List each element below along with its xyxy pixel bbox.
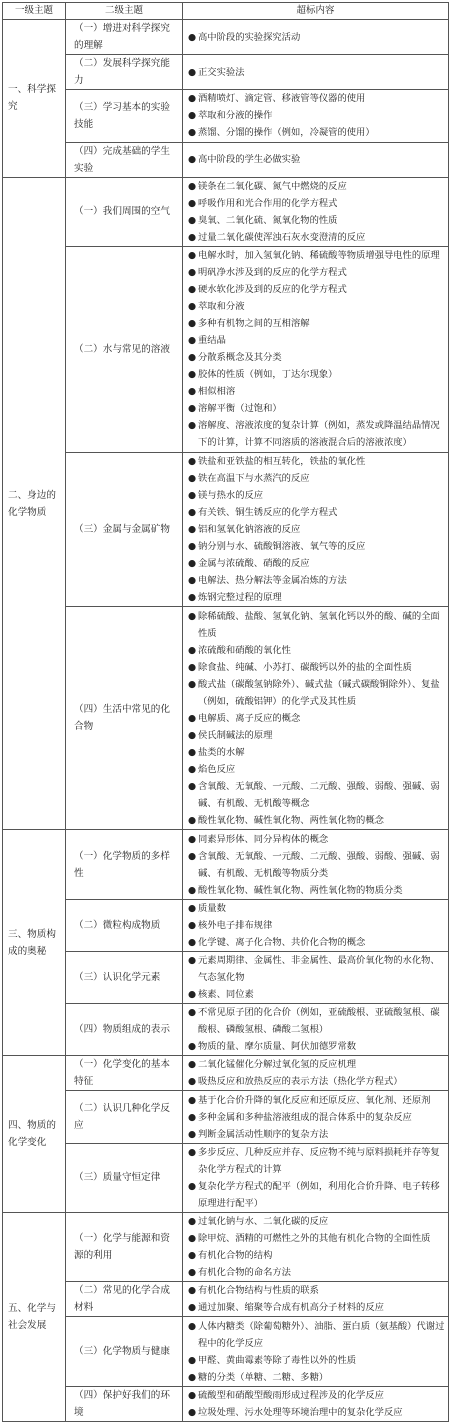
table-row: [3, 20, 449, 55]
bullet-icon: ●: [188, 127, 197, 139]
content-cell: [183, 1317, 449, 1386]
item-text: 除稀硫酸、盐酸、氢氧化钠、氢氧化钙以外的酸、碱的全面性质: [198, 610, 440, 639]
content-table: [2, 2, 449, 1422]
list-item: [188, 917, 446, 934]
item-text: 不常见原子团的化合价（例如，亚硫酸根、亚硫酸氢根、碳酸根、磷酸氢根、磷酸二氢根）: [198, 1007, 440, 1036]
list-item: [188, 349, 446, 366]
item-text: 硬水软化涉及到的反应的化学方程式: [198, 284, 347, 296]
bullet-icon: ●: [188, 1059, 197, 1071]
item-text: 高中阶段的实验探究活动: [198, 31, 301, 43]
bullet-icon: ●: [188, 456, 197, 468]
item-text: 人体内糖类（除葡萄糖外）、油脂、蛋白质（氨基酸）代谢过程中的化学反应: [198, 1320, 445, 1349]
bullet-icon: ●: [188, 1007, 197, 1019]
bullet-icon: ●: [188, 403, 197, 415]
bullet-icon: ●: [188, 575, 197, 587]
bullet-icon: ●: [188, 490, 197, 502]
bullet-icon: ●: [188, 386, 197, 398]
list-item: [188, 383, 446, 400]
level2-topic: （三）学习基本的实验技能: [66, 90, 183, 142]
item-text: 高中阶段的学生必做实验: [198, 154, 301, 166]
item-text: 吸热反应和放热反应的表示方法（热化学方程式）: [198, 1076, 403, 1088]
item-text: 酸性氧化物、碱性氧化物、两性氧化物的概念: [198, 814, 384, 826]
list-item: [188, 1073, 446, 1090]
table-row: [3, 607, 449, 830]
header-row: [3, 3, 449, 20]
item-text: 呼吸作用和光合作用的化学方程式: [198, 197, 338, 209]
bullet-icon: ●: [188, 31, 197, 43]
bullet-icon: ●: [188, 180, 197, 192]
item-text: 胶体的性质（例如，丁达尔现象）: [198, 369, 338, 381]
bullet-icon: ●: [188, 884, 197, 896]
item-text: 质量数: [198, 902, 226, 914]
list-item: [188, 572, 446, 589]
item-text: 硫酸型和硝酸型酸雨形成过程涉及的化学反应: [198, 1389, 384, 1401]
content-cell: [183, 177, 449, 246]
list-item: [188, 778, 446, 812]
list-item: [188, 229, 446, 246]
item-text: 通过加聚、缩聚等合成有机高分子材料的反应: [198, 1302, 384, 1314]
bullet-icon: ●: [188, 850, 197, 862]
bullet-icon: ●: [188, 1180, 197, 1192]
list-item: [188, 1092, 446, 1109]
header-content: 超标内容: [183, 3, 449, 20]
item-text: 有机化合物的命名方法: [198, 1267, 291, 1279]
item-text: 电解质、离子反应的概念: [198, 712, 301, 724]
content-cell: [183, 246, 449, 452]
item-text: 萃取和分液的操作: [198, 110, 273, 122]
item-text: 复杂化学方程式的配平（例如，利用化合价升降、电子转移原理进行配平）: [198, 1180, 440, 1209]
level2-topic: （一）增进对科学探究的理解: [66, 20, 183, 55]
list-item: [188, 1004, 446, 1038]
item-text: 蒸馏、分馏的操作（例如，冷凝管的使用）: [198, 127, 375, 139]
table-row: [3, 142, 449, 177]
bullet-icon: ●: [188, 1216, 197, 1228]
content-cell: [183, 142, 449, 177]
content-cell: [183, 951, 449, 1003]
level2-topic: （二）微粒构成物质: [66, 899, 183, 951]
table-row: [3, 1386, 449, 1421]
list-item: [188, 952, 446, 986]
bullet-icon: ●: [188, 1094, 197, 1106]
item-text: 分散系概念及其分类: [198, 352, 282, 364]
level1-topic: 四、物质的化学变化: [3, 1056, 66, 1213]
bullet-icon: ●: [188, 250, 197, 262]
bullet-icon: ●: [188, 661, 197, 673]
list-item: [188, 608, 446, 642]
bullet-icon: ●: [188, 352, 197, 364]
bullet-icon: ●: [188, 902, 197, 914]
level2-topic: （二）常见的化学合成材料: [66, 1282, 183, 1317]
item-text: 镁与热水的反应: [198, 490, 264, 502]
item-text: 有关铁、铜生锈反应的化学方程式: [198, 507, 338, 519]
item-text: 臭氧、二氧化硫、氮氧化物的性质: [198, 214, 338, 226]
list-item: [188, 212, 446, 229]
item-text: 萃取和分液: [198, 301, 245, 313]
item-text: 明矾净水涉及到的反应的化学方程式: [198, 267, 347, 279]
item-text: 核素、同位素: [198, 989, 254, 1001]
list-item: [188, 1144, 446, 1178]
list-item: [188, 555, 446, 572]
item-text: 多步反应、几种反应并存、反应物不纯与原料损耗并存等复杂化学方程式的计算: [198, 1146, 440, 1175]
level2-topic: （三）质量守恒定律: [66, 1143, 183, 1212]
item-text: 盐类的水解: [198, 746, 245, 758]
list-item: [188, 1230, 446, 1247]
list-item: [188, 64, 446, 81]
bullet-icon: ●: [188, 678, 197, 690]
list-item: [188, 315, 446, 332]
item-text: 浓硫酸和硝酸的氧化性: [198, 644, 291, 656]
level1-topic: 二、身边的化学物质: [3, 177, 66, 830]
item-text: 电解水时，加入氢氧化钠、稀硫酸等物质增强导电性的原理: [198, 250, 440, 262]
content-cell: [183, 1212, 449, 1281]
bullet-icon: ●: [188, 214, 197, 226]
table-row: [3, 452, 449, 607]
list-item: [188, 1387, 446, 1404]
bullet-icon: ●: [188, 541, 197, 553]
table-row: [3, 177, 449, 246]
bullet-icon: ●: [188, 592, 197, 604]
item-text: 镁条在二氧化碳、氮气中燃烧的反应: [198, 180, 347, 192]
list-item: [188, 761, 446, 778]
list-item: [188, 195, 446, 212]
item-text: 金属与浓硫酸、硝酸的反应: [198, 558, 310, 570]
level2-topic: （四）物质组成的表示: [66, 1004, 183, 1056]
item-text: 正交实验法: [198, 66, 245, 78]
item-text: 铁在高温下与水蒸汽的反应: [198, 473, 310, 485]
content-cell: [183, 20, 449, 55]
level2-topic: （一）化学与能源和资源的利用: [66, 1212, 183, 1281]
bullet-icon: ●: [188, 1076, 197, 1088]
list-item: [188, 264, 446, 281]
list-item: [188, 1369, 446, 1386]
list-item: [188, 538, 446, 555]
item-text: 含氧酸、无氧酸、一元酸、二元酸、强酸、弱酸、强碱、弱碱、有机酸、无机酸等概念: [198, 780, 440, 809]
content-cell: [183, 1143, 449, 1212]
content-cell: [183, 55, 449, 90]
item-text: 酸性氧化物、碱性氧化物、两性氧化物的物质分类: [198, 884, 403, 896]
item-text: 有机化合物结构与性质的联系: [198, 1285, 319, 1297]
table-row: [3, 1282, 449, 1317]
item-text: 多种金属和多种盐溶液组成的混合体系中的复杂反应: [198, 1111, 412, 1123]
list-item: [188, 1282, 446, 1299]
bullet-icon: ●: [188, 1389, 197, 1401]
level2-topic: （四）生活中常见的化合物: [66, 607, 183, 830]
list-item: [188, 1109, 446, 1126]
content-cell: [183, 1386, 449, 1421]
list-item: [188, 589, 446, 606]
bullet-icon: ●: [188, 284, 197, 296]
content-cell: [183, 90, 449, 142]
list-item: [188, 1264, 446, 1281]
bullet-icon: ●: [188, 231, 197, 243]
bullet-icon: ●: [188, 318, 197, 330]
list-item: [188, 1178, 446, 1212]
level2-topic: （二）认识几种化学反应: [66, 1091, 183, 1143]
item-text: 重结晶: [198, 335, 226, 347]
table-row: [3, 1212, 449, 1281]
item-text: 化学键、离子化合物、共价化合物的概念: [198, 936, 366, 948]
bullet-icon: ●: [188, 1371, 197, 1383]
bullet-icon: ●: [188, 473, 197, 485]
level2-topic: （三）金属与金属矿物: [66, 452, 183, 607]
bullet-icon: ●: [188, 110, 197, 122]
item-text: 铝和氢氧化钠溶液的反应: [198, 524, 301, 536]
bullet-icon: ●: [188, 197, 197, 209]
list-item: [188, 986, 446, 1003]
level2-topic: （二）水与常见的溶液: [66, 246, 183, 452]
list-item: [188, 178, 446, 195]
list-item: [188, 812, 446, 829]
bullet-icon: ●: [188, 507, 197, 519]
bullet-icon: ●: [188, 66, 197, 78]
item-text: 电解法、热分解法等金属冶炼的方法: [198, 575, 347, 587]
item-text: 除食盐、纯碱、小苏打、碳酸钙以外的盐的全面性质: [198, 661, 412, 673]
bullet-icon: ●: [188, 1146, 197, 1158]
content-cell: [183, 1056, 449, 1091]
table-row: [3, 830, 449, 899]
bullet-icon: ●: [188, 833, 197, 845]
item-text: 基于化合价升降的氧化反应和还原反应、氧化剂、还原剂: [198, 1094, 431, 1106]
bullet-icon: ●: [188, 335, 197, 347]
item-text: 糖的分类（单糖、二糖、多糖）: [198, 1371, 329, 1383]
header-level2: 二级主题: [66, 3, 183, 20]
bullet-icon: ●: [188, 369, 197, 381]
bullet-icon: ●: [188, 558, 197, 570]
bullet-icon: ●: [188, 989, 197, 1001]
bullet-icon: ●: [188, 1267, 197, 1279]
content-cell: [183, 1091, 449, 1143]
level2-topic: （三）认识化学元素: [66, 951, 183, 1003]
list-item: [188, 1318, 446, 1352]
item-text: 同素异形体、同分异构体的概念: [198, 833, 329, 845]
bullet-icon: ●: [188, 154, 197, 166]
table-row: [3, 951, 449, 1003]
level1-topic: 五、化学与社会发展: [3, 1212, 66, 1421]
item-text: 溶解度、溶液浓度的复杂计算（例如，蒸发或降温结晶情况下的计算，计算不同溶质的溶液混合后的溶液浓度）: [198, 420, 440, 449]
table-row: [3, 1143, 449, 1212]
item-text: 除甲烷、酒精的可燃性之外的其他有机化合物的全面性质: [198, 1233, 431, 1245]
list-item: [188, 1247, 446, 1264]
level2-topic: （三）化学物质与健康: [66, 1317, 183, 1386]
bullet-icon: ●: [188, 267, 197, 279]
list-item: [188, 848, 446, 882]
list-item: [188, 453, 446, 470]
list-item: [188, 676, 446, 710]
item-text: 有机化合物的结构: [198, 1250, 273, 1262]
content-cell: [183, 899, 449, 951]
content-cell: [183, 607, 449, 830]
item-text: 过量二氧化碳使浑浊石灰水变澄清的反应: [198, 231, 366, 243]
list-item: [188, 281, 446, 298]
table-row: [3, 1004, 449, 1056]
list-item: [188, 1404, 446, 1421]
bullet-icon: ●: [188, 919, 197, 931]
list-item: [188, 247, 446, 264]
list-item: [188, 659, 446, 676]
bullet-icon: ●: [188, 1320, 197, 1332]
list-item: [188, 470, 446, 487]
table-row: [3, 55, 449, 90]
bullet-icon: ●: [188, 1302, 197, 1314]
level2-topic: （一）化学物质的多样性: [66, 830, 183, 899]
list-item: [188, 934, 446, 951]
list-item: [188, 298, 446, 315]
list-item: [188, 727, 446, 744]
list-item: [188, 332, 446, 349]
list-item: [188, 1213, 446, 1230]
list-item: [188, 1299, 446, 1316]
list-item: [188, 487, 446, 504]
list-item: [188, 1352, 446, 1369]
level2-topic: （一）我们周围的空气: [66, 177, 183, 246]
table-row: [3, 246, 449, 452]
list-item: [188, 900, 446, 917]
list-item: [188, 90, 446, 107]
bullet-icon: ●: [188, 746, 197, 758]
item-text: 判断金属活动性顺序的复杂方法: [198, 1128, 329, 1140]
bullet-icon: ●: [188, 1111, 197, 1123]
content-cell: [183, 1004, 449, 1056]
list-item: [188, 124, 446, 141]
bullet-icon: ●: [188, 936, 197, 948]
content-cell: [183, 1282, 449, 1317]
bullet-icon: ●: [188, 644, 197, 656]
bullet-icon: ●: [188, 420, 197, 432]
bullet-icon: ●: [188, 1285, 197, 1297]
item-text: 炼钢完整过程的原理: [198, 592, 282, 604]
level2-topic: （二）发展科学探究能力: [66, 55, 183, 90]
list-item: [188, 1056, 446, 1073]
bullet-icon: ●: [188, 1233, 197, 1245]
bullet-icon: ●: [188, 1406, 197, 1418]
bullet-icon: ●: [188, 610, 197, 622]
list-item: [188, 151, 446, 168]
bullet-icon: ●: [188, 729, 197, 741]
item-text: 过氧化钠与水、二氧化碳的反应: [198, 1216, 329, 1228]
item-text: 钠分别与水、硫酸铜溶液、氧气等的反应: [198, 541, 366, 553]
bullet-icon: ●: [188, 1128, 197, 1140]
list-item: [188, 400, 446, 417]
item-text: 物质的量、摩尔质量、阿伏加德罗常数: [198, 1041, 357, 1053]
level1-topic: 三、物质构成的奥秘: [3, 830, 66, 1056]
item-text: 侯氏制碱法的原理: [198, 729, 273, 741]
bullet-icon: ●: [188, 524, 197, 536]
item-text: 垃圾处理、污水处理等环境治理中的复杂化学反应: [198, 1406, 403, 1418]
list-item: [188, 831, 446, 848]
content-cell: [183, 452, 449, 607]
table-row: [3, 1091, 449, 1143]
item-text: 二氧化锰催化分解过氧化氢的反应机理: [198, 1059, 357, 1071]
list-item: [188, 642, 446, 659]
bullet-icon: ●: [188, 1354, 197, 1366]
level2-topic: （一）化学变化的基本特征: [66, 1056, 183, 1091]
bullet-icon: ●: [188, 1041, 197, 1053]
list-item: [188, 744, 446, 761]
table-row: [3, 899, 449, 951]
header-level1: 一级主题: [3, 3, 66, 20]
list-item: [188, 417, 446, 451]
content-cell: [183, 830, 449, 899]
item-text: 甲醛、黄曲霉素等除了毒性以外的性质: [198, 1354, 357, 1366]
table-row: [3, 1056, 449, 1091]
bullet-icon: ●: [188, 955, 197, 967]
bullet-icon: ●: [188, 93, 197, 105]
list-item: [188, 710, 446, 727]
bullet-icon: ●: [188, 301, 197, 313]
bullet-icon: ●: [188, 763, 197, 775]
item-text: 酸式盐（碳酸氢钠除外）、碱式盐（碱式碳酸铜除外）、复盐（例如，硫酸铝钾）的化学式及其性质: [198, 678, 440, 707]
list-item: [188, 882, 446, 899]
list-item: [188, 107, 446, 124]
item-text: 多种有机物之间的互相溶解: [198, 318, 310, 330]
list-item: [188, 1126, 446, 1143]
item-text: 相似相溶: [198, 386, 236, 398]
item-text: 溶解平衡（过饱和）: [198, 403, 282, 415]
bullet-icon: ●: [188, 814, 197, 826]
level1-topic: 一、科学探究: [3, 20, 66, 178]
list-item: [188, 521, 446, 538]
bullet-icon: ●: [188, 1250, 197, 1262]
list-item: [188, 29, 446, 46]
list-item: [188, 1038, 446, 1055]
level2-topic: （四）完成基础的学生实验: [66, 142, 183, 177]
bullet-icon: ●: [188, 712, 197, 724]
item-text: 铁盐和亚铁盐的相互转化，铁盐的氧化性: [198, 456, 366, 468]
item-text: 酒精喷灯、滴定管、移液管等仪器的使用: [198, 93, 366, 105]
item-text: 含氧酸、无氧酸、一元酸、二元酸、强酸、弱酸、强碱、弱碱、有机酸、无机酸等物质分类: [198, 850, 440, 879]
level2-topic: （四）保护好我们的环境: [66, 1386, 183, 1421]
table-row: [3, 1317, 449, 1386]
item-text: 核外电子排布规律: [198, 919, 273, 931]
item-text: 元素周期律、金属性、非金属性、最高价氧化物的水化物、气态氢化物: [198, 955, 440, 984]
bullet-icon: ●: [188, 780, 197, 792]
list-item: [188, 366, 446, 383]
table-row: [3, 90, 449, 142]
list-item: [188, 504, 446, 521]
item-text: 焰色反应: [198, 763, 236, 775]
